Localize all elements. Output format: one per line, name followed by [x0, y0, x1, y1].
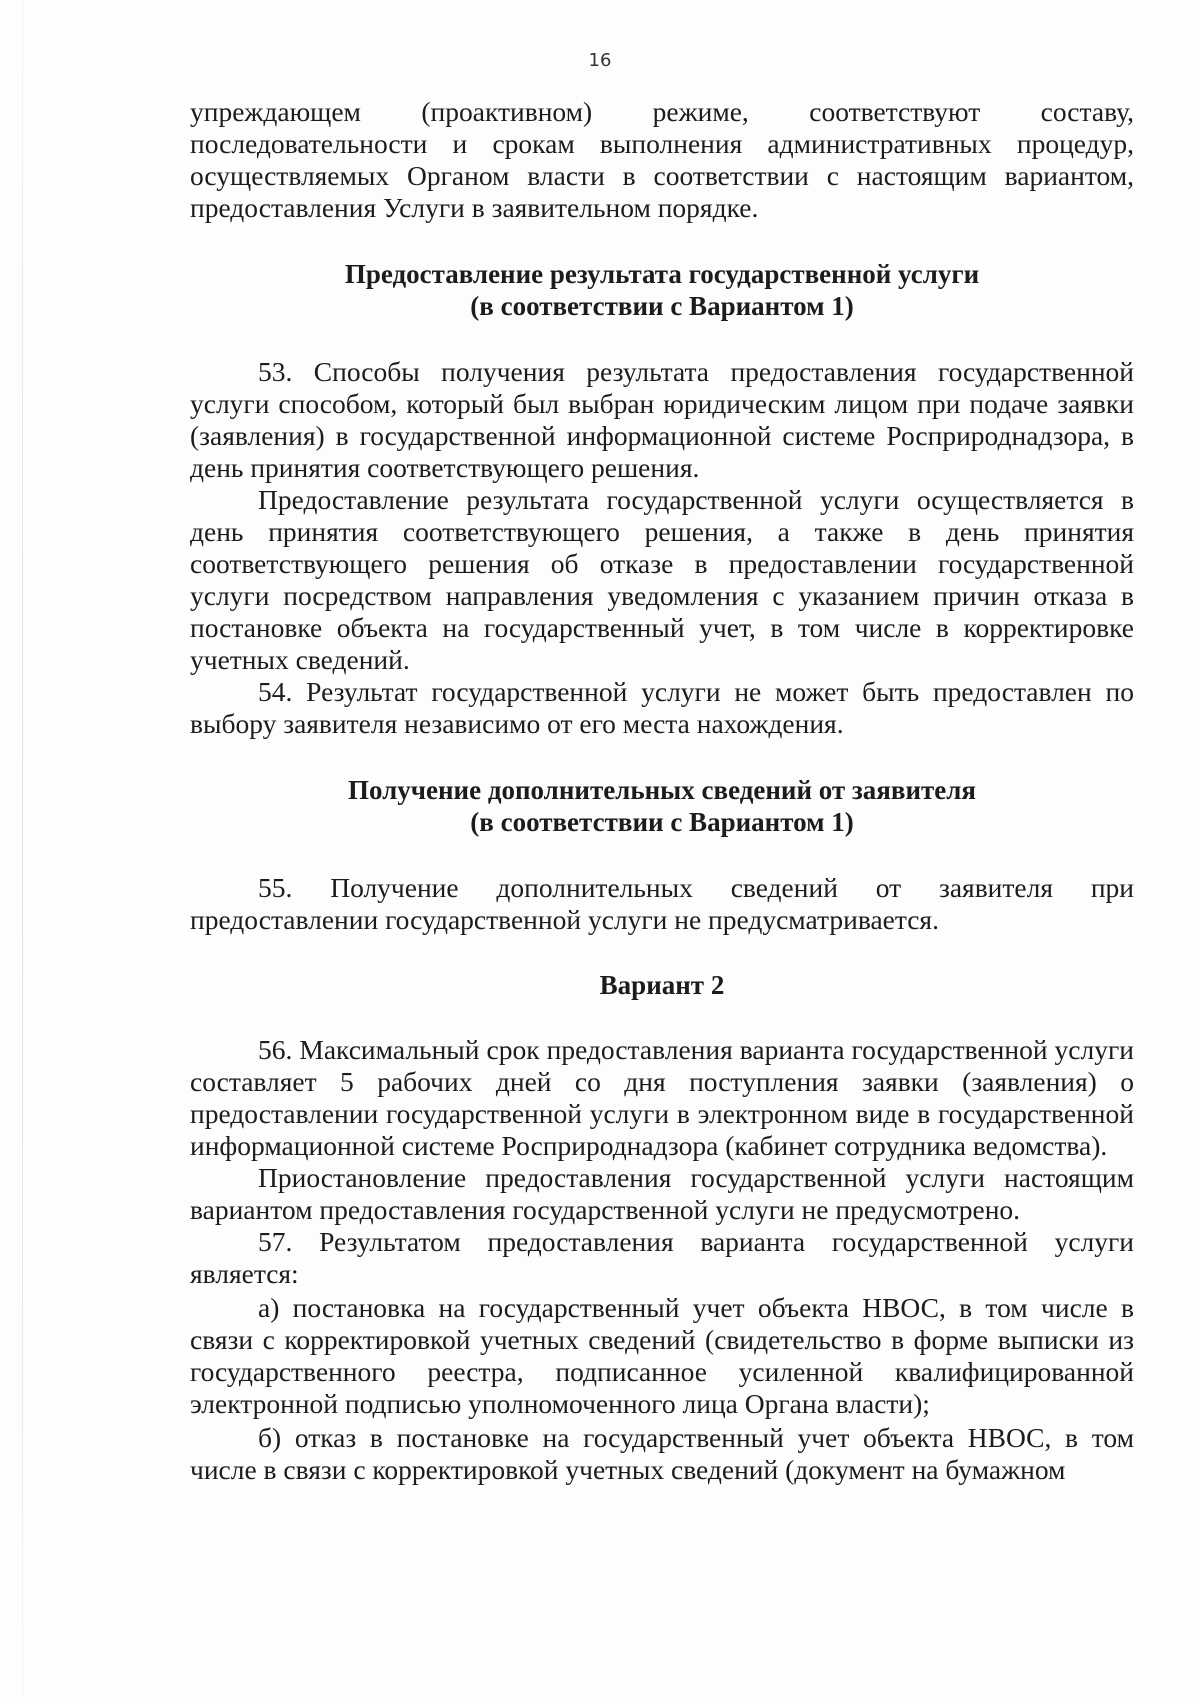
- paragraph-57-item-b: б) отказ в постановке на государственный учет объекта НВОС, в том числе в связи с корректировкой учетных сведений (документ на бумажном: [190, 1422, 1134, 1485]
- paragraph-56-continued: Приостановление предоставления государственной услуги настоящим вариантом предоставления государственной услуги не предусмотрено.: [190, 1162, 1134, 1225]
- section-heading-result-title: Предоставление результата государственной услуги: [344, 259, 980, 289]
- paragraph-57: 57. Результатом предоставления варианта государственной услуги является:: [190, 1226, 1134, 1289]
- paragraph-54: 54. Результат государственной услуги не может быть предоставлен по выбору заявителя независимо от его места нахождения.: [190, 676, 1134, 739]
- section-heading-additional-info: [190, 774, 1134, 838]
- section-heading-additional-info-title: Получение дополнительных сведений от заявителя: [347, 775, 977, 805]
- paragraph-53: 53. Способы получения результата предоставления государственной услуги способом, который был выбран юридическим лицом при подаче заявки (заявления) в государственной информационной системе Росприроднадзора, в день принятия соответствующего решения.: [190, 356, 1134, 483]
- paragraph-57-item-a: а) постановка на государственный учет объекта НВОС, в том числе в связи с корректировкой учетных сведений (свидетельство в форме выписки из государственного реестра, подписанное усиленной квалифицированной электронной подписью уполномоченного лица Органа власти);: [190, 1292, 1134, 1419]
- section-heading-result-subtitle: (в соответствии с Вариантом 1): [470, 291, 854, 321]
- scan-edge-line: [22, 0, 23, 1697]
- page-number: 16: [588, 50, 612, 71]
- section-heading-result: [190, 258, 1134, 322]
- section-heading-variant-2: Вариант 2: [599, 970, 725, 1000]
- paragraph-55: 55. Получение дополнительных сведений от заявителя при предоставлении государственной услуги не предусматривается.: [190, 872, 1134, 935]
- section-heading-additional-info-subtitle: (в соответствии с Вариантом 1): [470, 807, 854, 837]
- paragraph-56: 56. Максимальный срок предоставления варианта государственной услуги составляет 5 рабочих дней со дня поступления заявки (заявления) о предоставлении государственной услуги в электронном виде в государственной информационной системе Росприроднадзора (кабинет сотрудника ведомства).: [190, 1034, 1134, 1161]
- paragraph-53-continued: Предоставление результата государственной услуги осуществляется в день принятия соответствующего решения, а также в день принятия соответствующего решения об отказе в предоставлении государственной услуги посредством направления уведомления с указанием причин отказа в постановке объекта на государственный учет, в том числе в корректировке учетных сведений.: [190, 484, 1134, 675]
- document-body: [190, 96, 1134, 1486]
- paragraph-intro: упреждающем (проактивном) режиме, соответствуют составу, последовательности и срокам выполнения административных процедур, осуществляемых Органом власти в соответствии с настоящим вариантом, предоставления Услуги в заявительном порядке.: [190, 96, 1134, 223]
